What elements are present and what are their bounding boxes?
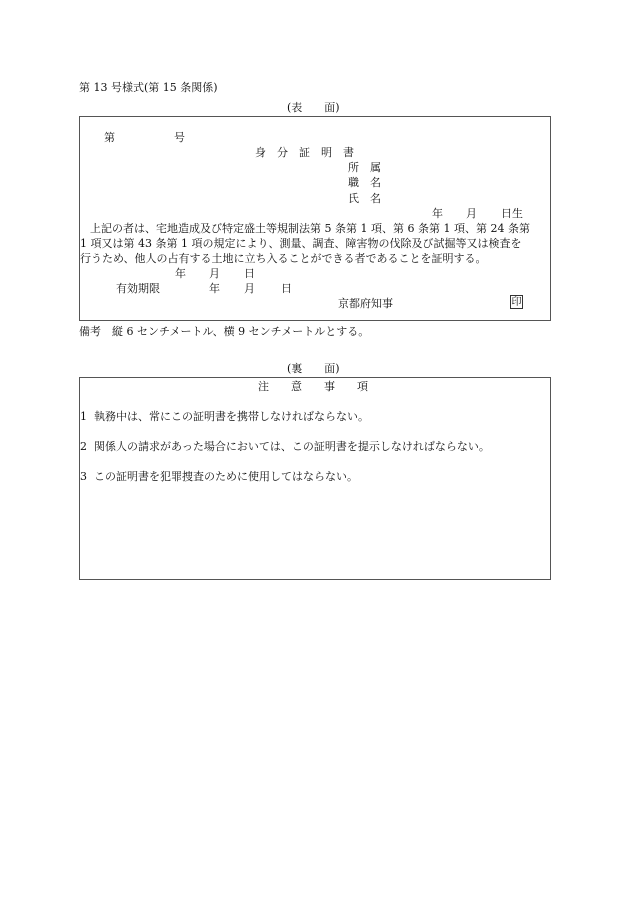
issuer-name: 京都府知事 bbox=[338, 297, 393, 310]
validity-day-label: 日 bbox=[281, 282, 292, 295]
form-header: 第 13 号様式(第 15 条関係) bbox=[79, 81, 218, 94]
validity-month-label: 月 bbox=[244, 282, 255, 295]
note-item-text: 執務中は、常にこの証明書を携帯しなければならない。 bbox=[94, 410, 369, 423]
birth-month-label: 月 bbox=[466, 207, 477, 220]
body-text-line: 行うため、他人の占有する土地に立ち入ることができる者であることを証明する。 bbox=[80, 252, 487, 265]
note-item-text: この証明書を犯罪捜査のために使用してはならない。 bbox=[94, 470, 358, 483]
certificate-title: 身 分 証 明 書 bbox=[255, 146, 354, 159]
issue-day-label: 日 bbox=[244, 267, 255, 280]
birth-year-label: 年 bbox=[432, 207, 443, 220]
back-side-label: (裏 面) bbox=[287, 362, 340, 375]
validity-label: 有効期限 bbox=[116, 282, 160, 295]
field-name-label: 氏 名 bbox=[348, 192, 381, 205]
note-item-number: 2 bbox=[80, 440, 87, 453]
note-text: 備考 縦 6 センチメートル、横 9 センチメートルとする。 bbox=[79, 325, 370, 338]
front-side-label: (表 面) bbox=[287, 101, 340, 114]
note-item-number: 3 bbox=[80, 470, 87, 483]
validity-year-label: 年 bbox=[209, 282, 220, 295]
issue-year-label: 年 bbox=[175, 267, 186, 280]
field-affiliation-label: 所 属 bbox=[348, 161, 381, 174]
front-certificate-box bbox=[79, 116, 551, 321]
issue-month-label: 月 bbox=[209, 267, 220, 280]
body-text-line: 上記の者は、宅地造成及び特定盛土等規制法第 5 条第 1 項、第 6 条第 1 項、第 24 条第 bbox=[90, 222, 530, 235]
notes-title: 注 意 事 項 bbox=[258, 380, 368, 393]
certificate-number-prefix: 第 bbox=[104, 131, 115, 144]
note-item-text: 関係人の請求があった場合においては、この証明書を提示しなければならない。 bbox=[94, 440, 490, 453]
body-text-line: 1 項又は第 43 条第 1 項の規定により、測量、調査、障害物の伐除及び試掘等又は検査を bbox=[80, 237, 522, 250]
field-position-label: 職 名 bbox=[348, 176, 381, 189]
note-item-number: 1 bbox=[80, 410, 87, 423]
certificate-number-suffix: 号 bbox=[174, 131, 185, 144]
seal-box: 印 bbox=[511, 297, 522, 308]
birth-day-label: 日生 bbox=[501, 207, 523, 220]
back-notes-box bbox=[79, 377, 551, 580]
